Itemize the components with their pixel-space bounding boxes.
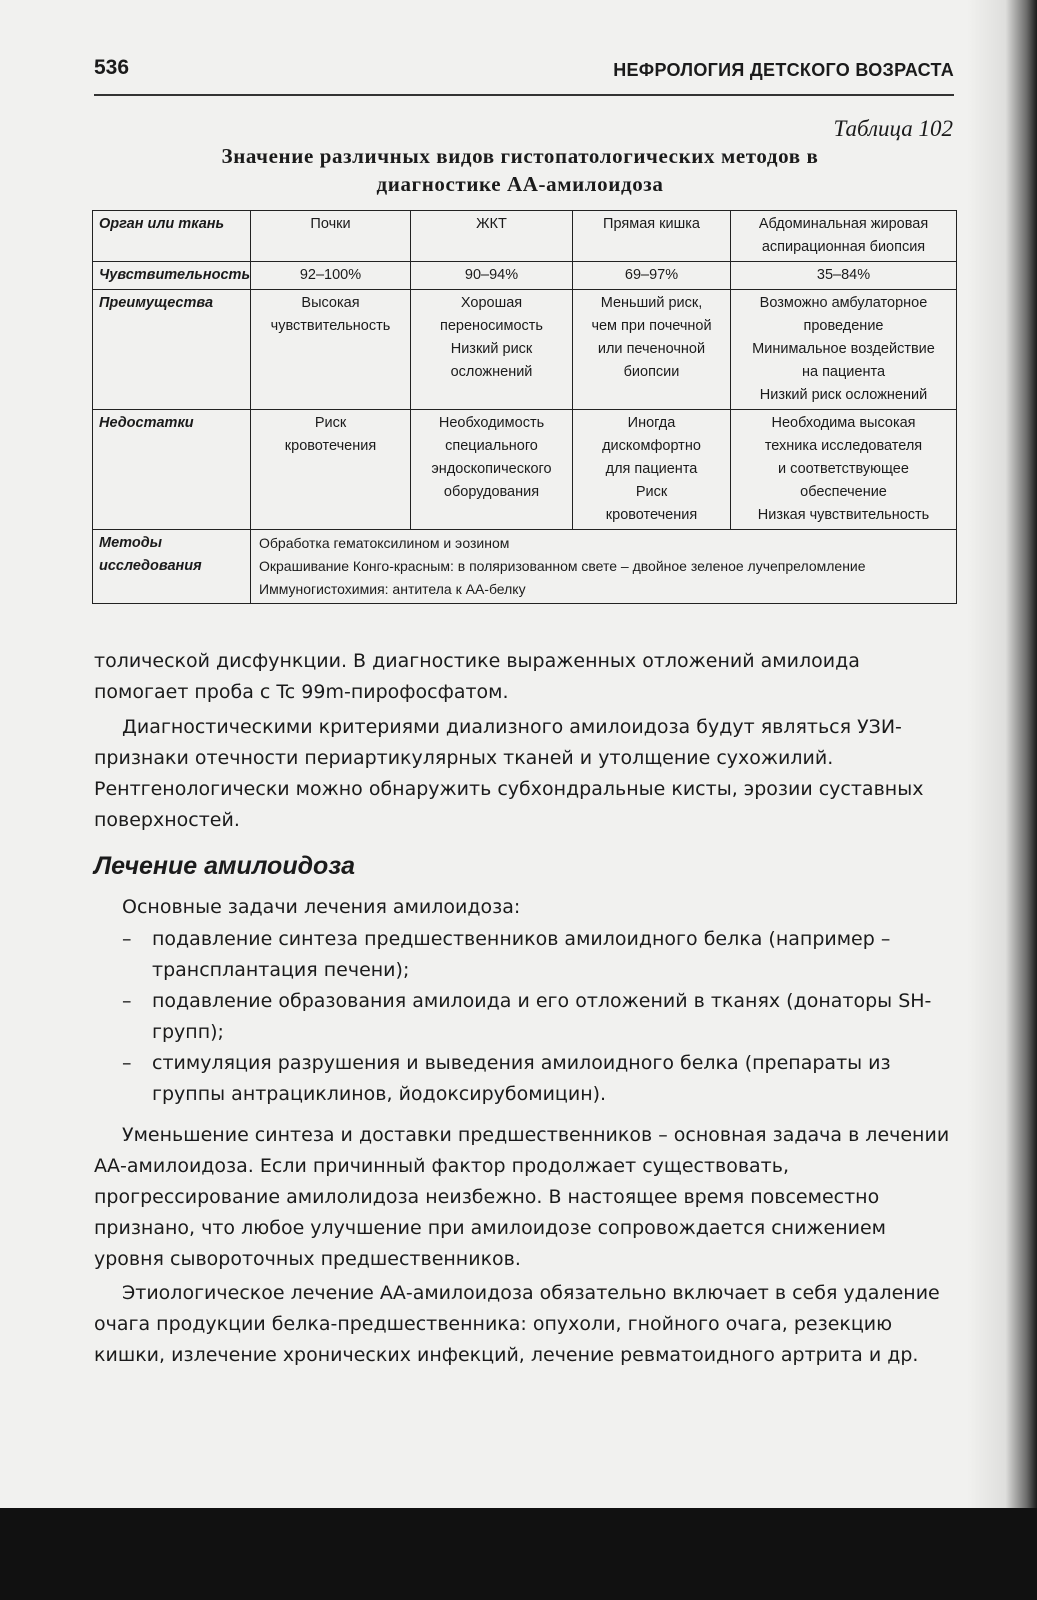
cell-line: кровотечения: [605, 507, 698, 523]
row-header: Преимущества: [93, 290, 251, 410]
cell-line: на пациента: [801, 364, 886, 380]
cell-line: Низкий риск: [450, 341, 533, 357]
cell-line: и соответствующее: [778, 461, 909, 477]
cell-line: Необходима высокая: [771, 415, 916, 431]
cell-line: Иногда: [627, 415, 676, 431]
page-curl-shadow: [967, 0, 1037, 1520]
table-row-disadvantages: [93, 410, 957, 530]
table-row-sensitivity: [93, 262, 957, 290]
table-row-advantages: [93, 290, 957, 410]
cell-line: обеспечение: [800, 484, 887, 500]
cell-line: дискомфортно: [602, 438, 701, 454]
cell-line: Методы: [99, 535, 163, 551]
table-cell: [573, 290, 731, 410]
table-cell: [411, 290, 573, 410]
table-header-row: [93, 211, 957, 262]
page-number: 536: [94, 56, 130, 79]
cell-line: Необходимость: [438, 415, 545, 431]
scan-bottom-edge: [0, 1508, 1037, 1600]
cell-line: аспирационная биопсия: [761, 239, 926, 255]
header-cell: Почки: [251, 211, 411, 262]
list-item-text: подавление образования амилоида и его отложений в тканях (донаторы SH-групп);: [152, 990, 932, 1043]
table-cell: [731, 410, 957, 530]
list-item: [122, 1048, 952, 1110]
header-cell: [731, 211, 957, 262]
table-cell: 35–84%: [731, 262, 957, 290]
task-list: [122, 924, 952, 1110]
caption-line: диагностике АА-амилоидоза: [376, 172, 664, 196]
paragraph: толической дисфункции. В диагностике выраженных отложений амилоида помогает проба с Tc 99m-пирофосфатом.: [94, 650, 860, 703]
cell-line: Хорошая: [460, 295, 523, 311]
cell-line: оборудования: [443, 484, 540, 500]
cell-line: исследования: [99, 558, 202, 574]
table-cell: [731, 290, 957, 410]
table-row-methods: [93, 530, 957, 604]
table-cell: 90–94%: [411, 262, 573, 290]
table-cell: [251, 290, 411, 410]
histopathology-table: [92, 210, 957, 604]
cell-line: Риск: [314, 415, 347, 431]
bullet-dash: –: [122, 990, 132, 1012]
row-header: Чувствительность: [93, 262, 251, 290]
cell-line: Иммуногистохимия: антитела к АА-белку: [259, 581, 526, 597]
running-head: НЕФРОЛОГИЯ ДЕТСКОГО ВОЗРАСТА: [613, 60, 954, 80]
cell-line: Абдоминальная жировая: [758, 216, 929, 232]
paragraph: Диагностическими критериями диализного амилоидоза будут являться УЗИ-признаки отечности периартикулярных тканей и утолщение сухожилий. Рентгенологически можно обнаружить субхондральные кисты, эрозии суставных поверхностей.: [94, 716, 924, 831]
cell-line: техника исследователя: [764, 438, 923, 454]
methods-cell: [251, 530, 957, 604]
table-cell: [411, 410, 573, 530]
paragraph: Этиологическое лечение АА-амилоидоза обязательно включает в себя удаление очага продукции белка-предшественника: опухоли, гнойного очага, резекцию кишки, излечение хронических инфекций, лечение ревматоидного артрита и др.: [94, 1282, 940, 1366]
cell-line: эндоскопического: [431, 461, 552, 477]
cell-line: чувствительность: [270, 318, 391, 334]
cell-line: Минимальное воздействие: [752, 341, 935, 357]
table-label: Таблица 102: [833, 116, 953, 141]
table-caption: [150, 142, 890, 198]
paragraph: Основные задачи лечения амилоидоза:: [122, 896, 521, 918]
cell-line: Низкий риск осложнений: [759, 387, 928, 403]
cell-line: Возможно амбулаторное: [759, 295, 928, 311]
cell-line: Высокая: [301, 295, 360, 311]
cell-line: Окрашивание Конго-красным: в поляризованном свете – двойное зеленое лучепреломление: [259, 558, 866, 574]
list-item: [122, 924, 952, 986]
cell-line: кровотечения: [284, 438, 377, 454]
cell-line: переносимость: [440, 318, 543, 334]
cell-line: Меньший риск,: [600, 295, 703, 311]
table-cell: 69–97%: [573, 262, 731, 290]
cell-line: Риск: [635, 484, 668, 500]
bullet-dash: –: [122, 928, 132, 950]
paragraph: Уменьшение синтеза и доставки предшественников – основная задача в лечении АА-амилоидоза. Если причинный фактор продолжает существовать, прогрессирование амилолидоза неизбежно. В настоящее время повсеместно признано, что любое улучшение при амилоидозе сопровождается снижением уровня сывороточных предшественников.: [94, 1124, 950, 1270]
list-item-text: стимуляция разрушения и выведения амилоидного белка (препараты из группы антрациклинов, йодоксирубомицин).: [152, 1052, 891, 1105]
list-item-text: подавление синтеза предшественников амилоидного белка (например – трансплантация печени);: [152, 928, 891, 981]
table-cell: 92–100%: [251, 262, 411, 290]
list-item: [122, 986, 952, 1048]
cell-line: для пациента: [605, 461, 698, 477]
cell-line: Низкая чувствительность: [757, 507, 930, 523]
cell-line: проведение: [803, 318, 884, 334]
cell-line: чем при почечной: [591, 318, 712, 334]
cell-line: биопсии: [623, 364, 680, 380]
cell-line: осложнений: [450, 364, 533, 380]
header-cell: Орган или ткань: [93, 211, 251, 262]
header-cell: ЖКТ: [411, 211, 573, 262]
page-header: [94, 54, 954, 96]
table-cell: [573, 410, 731, 530]
header-cell: Прямая кишка: [573, 211, 731, 262]
section-title: Лечение амилоидоза: [94, 852, 355, 880]
caption-line: Значение различных видов гистопатологических методов в: [221, 144, 819, 168]
row-header: [93, 530, 251, 604]
cell-line: или печеночной: [597, 341, 706, 357]
row-header: Недостатки: [93, 410, 251, 530]
cell-line: специального: [445, 438, 538, 454]
table-cell: [251, 410, 411, 530]
bullet-dash: –: [122, 1052, 132, 1074]
cell-line: Обработка гематоксилином и эозином: [259, 535, 510, 551]
